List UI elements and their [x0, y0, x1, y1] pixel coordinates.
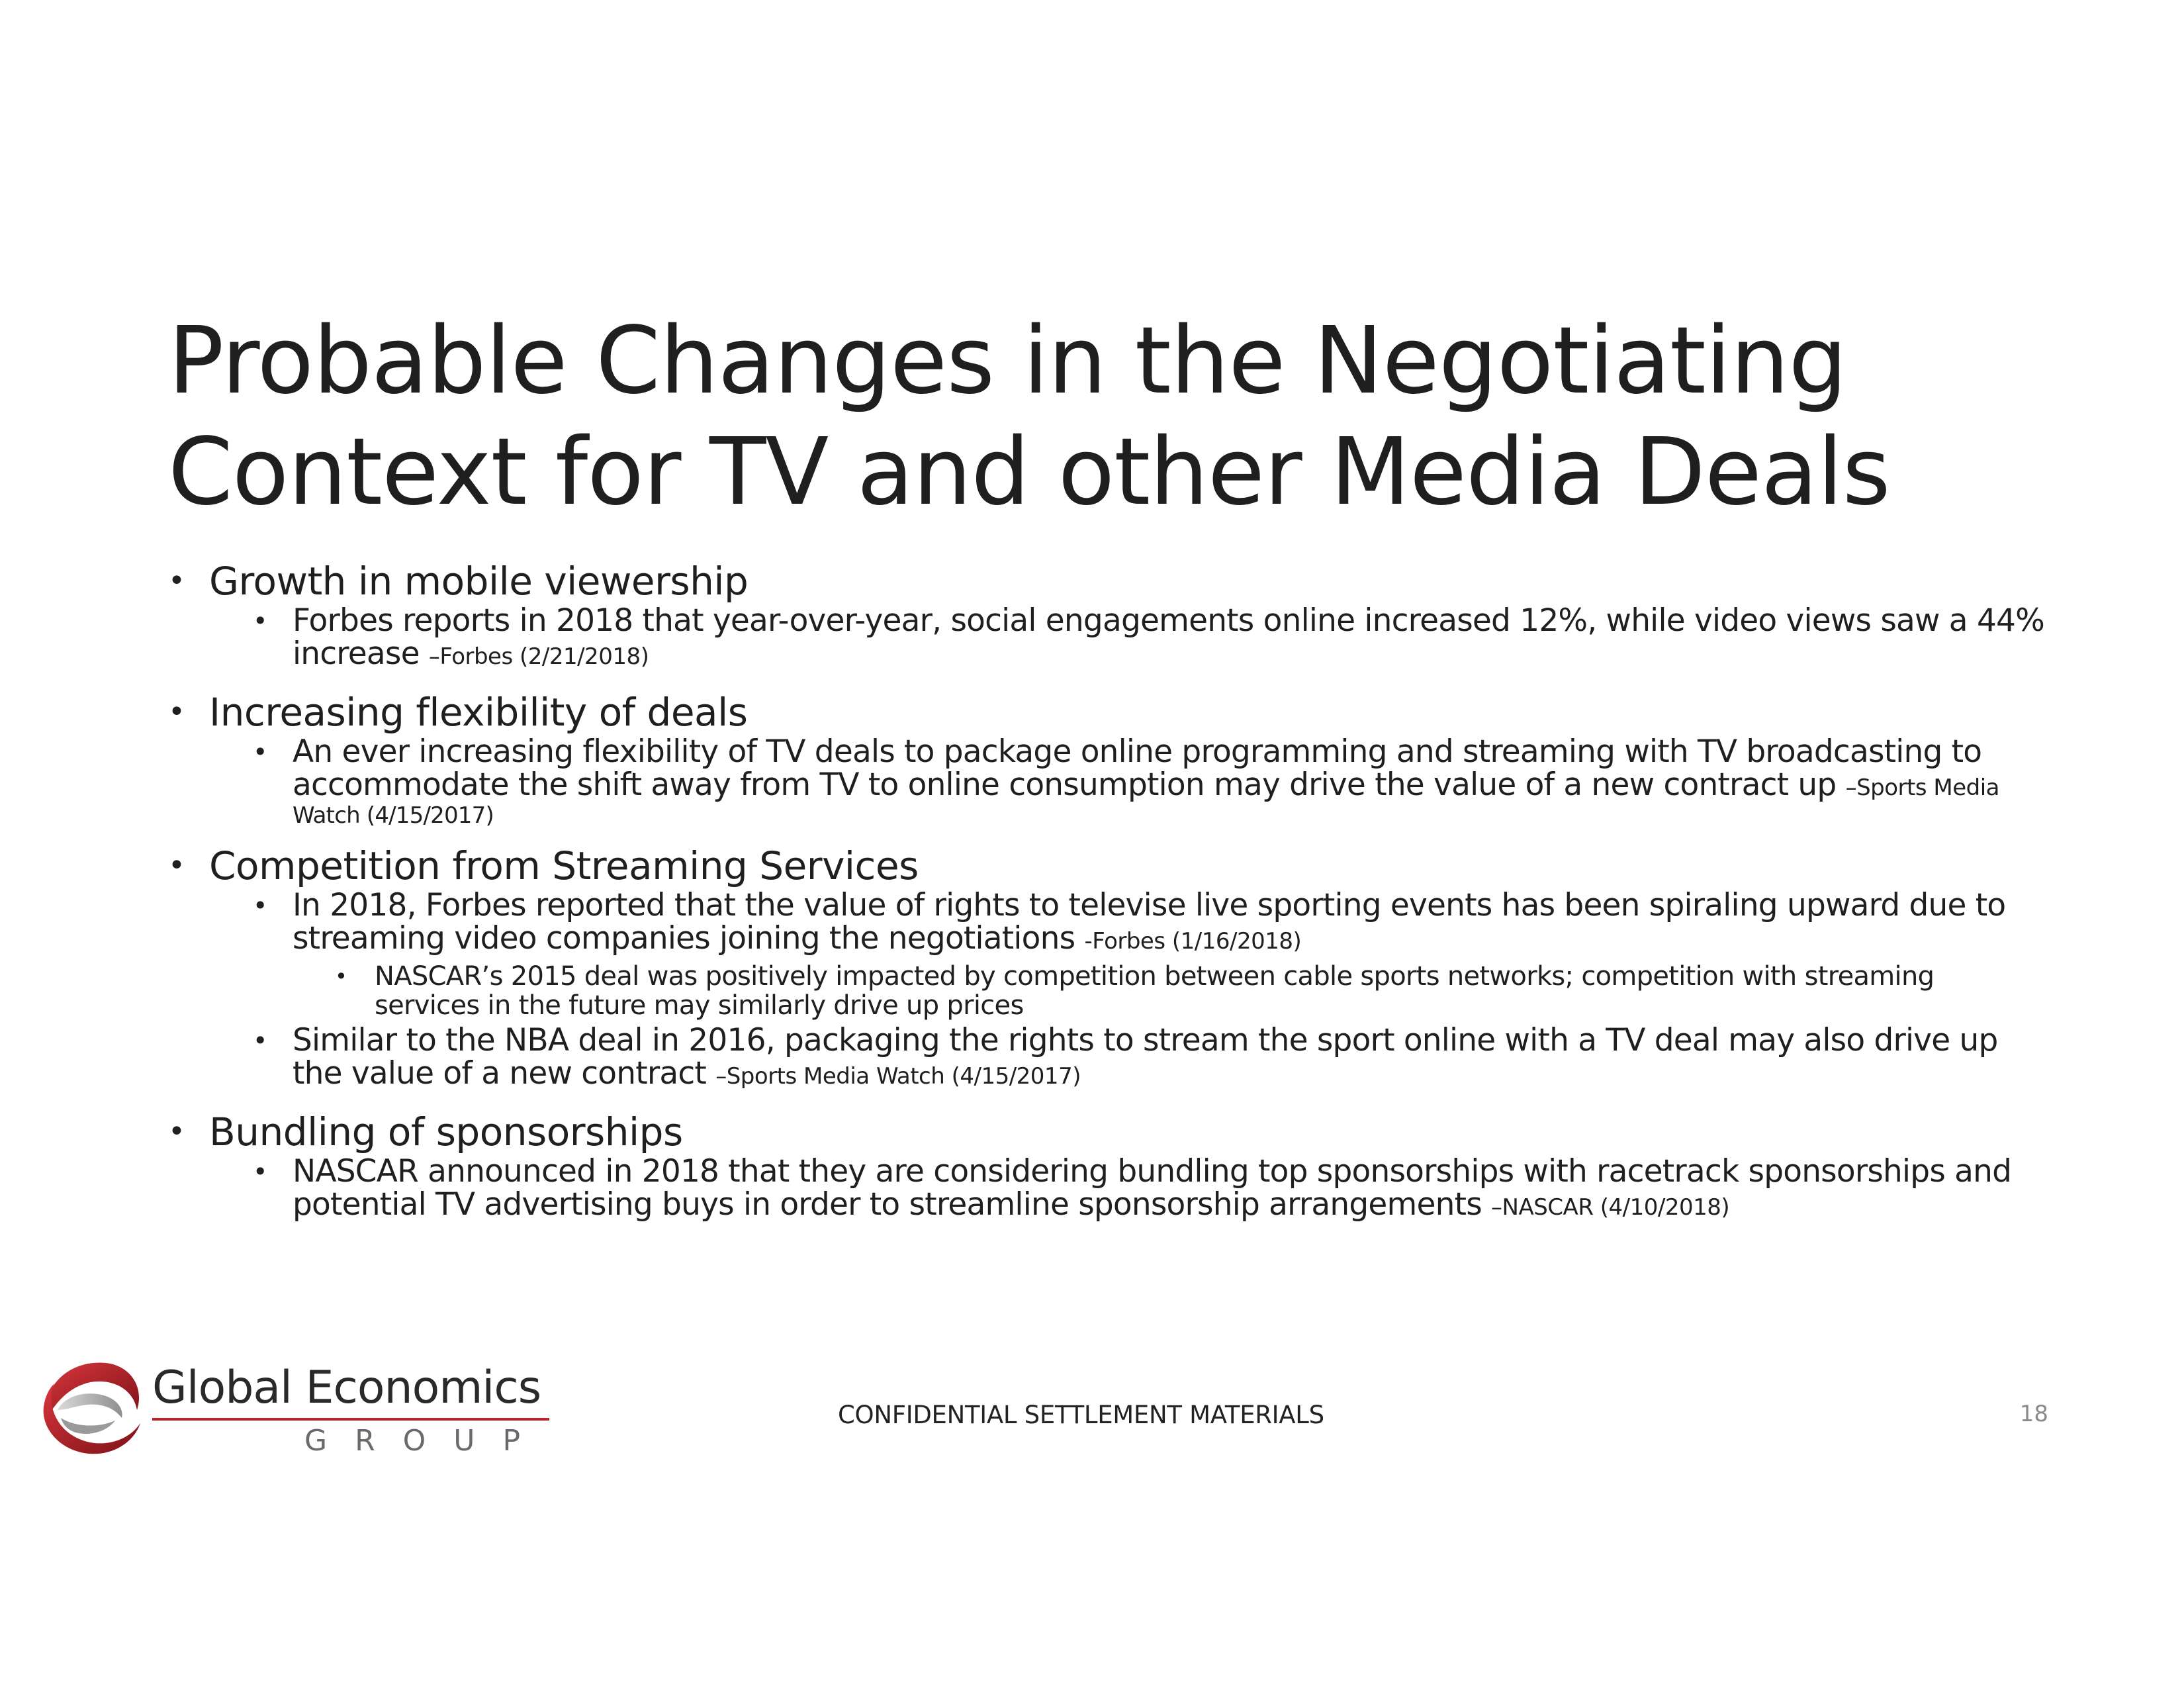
slide-title-line-2: Context for TV and other Media Deals	[168, 418, 1890, 526]
citation: –Sports Media Watch (4/15/2017)	[715, 1063, 1081, 1090]
bullet-dot-icon: •	[253, 891, 267, 920]
sub-bullet-forbes-rights: • In 2018, Forbes reported that the value of rights to televise live sporting events has been spiraling upward due to streaming video companies joining the negotiations -Forbes (1/16/2018)	[253, 887, 2006, 957]
slide-body	[168, 559, 2061, 1224]
footer-confidential: CONFIDENTIAL SETTLEMENT MATERIALS	[838, 1401, 1324, 1429]
logo-name: Global Economics	[152, 1362, 541, 1414]
bullet-dot-icon: •	[253, 1026, 267, 1055]
citation: –Forbes (2/21/2018)	[428, 643, 649, 670]
slide-title-line-1: Probable Changes in the Negotiating	[168, 307, 1847, 415]
logo-rule	[152, 1418, 549, 1421]
bullet-competition-streaming: • Competition from Streaming Services	[168, 844, 2061, 888]
citation: –Sports Media	[1845, 774, 1999, 801]
sub-bullet-flexibility-tv: • An ever increasing flexibility of TV deals to package online programming and streaming with TV broadcasting to accommodate the shift away from TV to online consumption may drive the value of a new contract up –Sports Media Watch (4/15/2017)	[293, 735, 2061, 827]
slide-title	[168, 306, 2087, 528]
page-number: 18	[2019, 1401, 2048, 1427]
ribbon-swirl-icon	[34, 1344, 147, 1460]
bullet-dot-icon: •	[253, 1157, 267, 1186]
sub-sub-bullet-nascar-2015: • NASCAR’s 2015 deal was positively impacted by competition between cable sports networks; competition with streaming services in the future may similarly drive up prices	[335, 961, 1934, 1021]
bullet-dot-icon: •	[335, 964, 347, 989]
bullet-flexibility-deals: • Increasing flexibility of deals	[168, 690, 2061, 734]
sub-bullet-forbes-engagement: • Forbes reports in 2018 that year-over-year, social engagements online increased 12%, while video views saw a 44% increase –Forbes (2/21/2018)	[253, 602, 2045, 672]
citation: –NASCAR (4/10/2018)	[1491, 1194, 1730, 1221]
sub-bullet-nba-deal: • Similar to the NBA deal in 2016, packaging the rights to stream the sport online with a TV deal may also drive up the value of a new contract –Sports Media Watch (4/15/2017)	[253, 1022, 1998, 1092]
citation: -Forbes (1/16/2018)	[1084, 928, 1302, 955]
bullet-growth-mobile: • Growth in mobile viewership	[168, 559, 2061, 603]
bullet-bundling-sponsorships: • Bundling of sponsorships	[168, 1110, 2061, 1154]
bullet-dot-icon: •	[253, 606, 267, 635]
company-logo	[34, 1344, 549, 1460]
sub-bullet-nascar-bundling: • NASCAR announced in 2018 that they are considering bundling top sponsorships with racetrack sponsorships and potential TV advertising buys in order to streamline sponsorship arrangements –NASCAR (4/10/2018)	[253, 1153, 2012, 1223]
citation-continued: Watch (4/15/2017)	[293, 802, 494, 829]
logo-subtitle: GROUP	[304, 1424, 549, 1458]
bullet-dot-icon: •	[253, 737, 267, 767]
